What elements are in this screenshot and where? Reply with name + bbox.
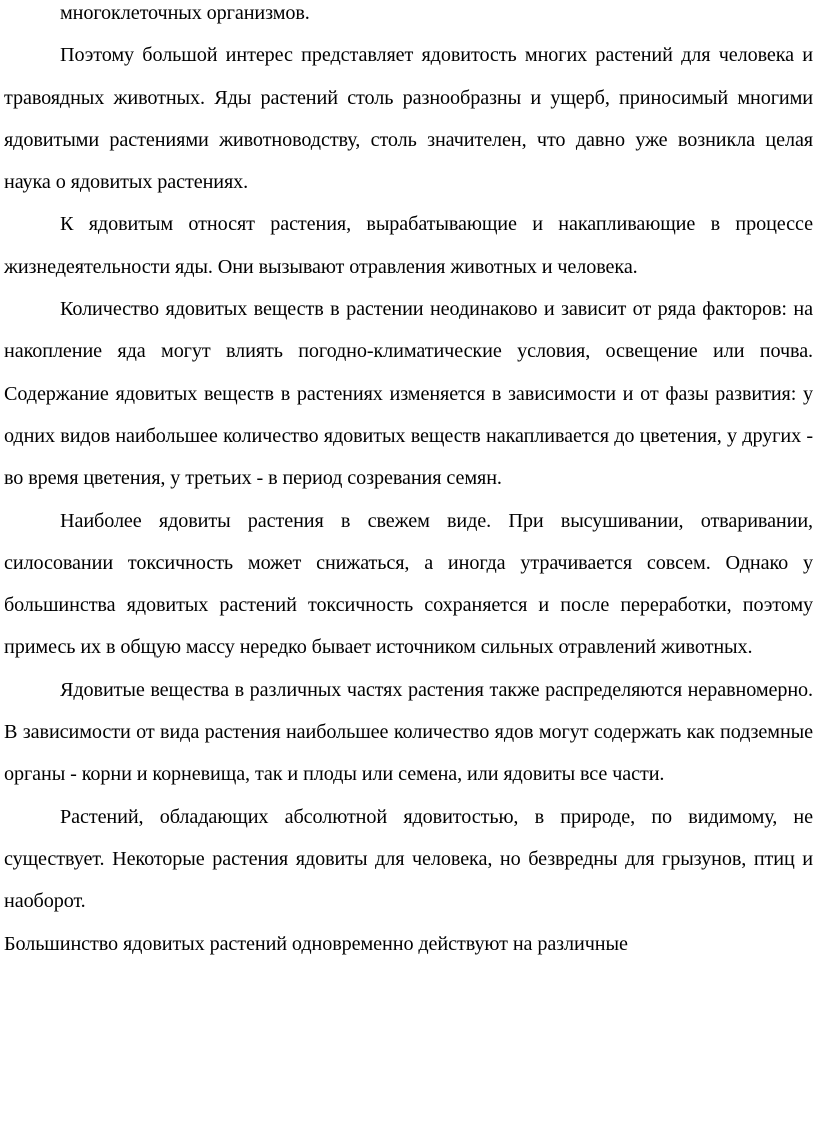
paragraph-continuation: многоклеточных организмов. xyxy=(60,2,310,24)
paragraph-absolute-toxicity: Растений, обладающих абсолютной ядовитостью, в природе, по видимому, не существует. Некоторые растения ядовиты для человека, но безвредны для грызунов, птиц и наоборот. xyxy=(4,805,813,913)
paragraph-poisonous-plants-definition: К ядовитым относят растения, вырабатывающие и накапливающие в процессе жизнедеятельности яды. Они вызывают отравления животных и человека. xyxy=(4,213,813,278)
paragraph-plant-toxicity-interest: Поэтому большой интерес представляет ядовитость многих растений для человека и травоядных животных. Яды растений столь разнообразны и ущерб, приносимый многими ядовитыми растениями животноводству, столь значителен, что давно уже возникла целая наука о ядовитых растениях. xyxy=(4,44,813,194)
paragraph-fresh-plants-toxicity: Наиболее ядовиты растения в свежем виде. При высушивании, отваривании, силосовании токсичность может снижаться, а иногда утрачивается совсем. Однако у большинства ядовитых растений токсичность сохраняется и после переработки, поэтому примесь их в общую массу нередко бывает источником сильных отравлений животных. xyxy=(4,509,813,659)
paragraph-final-fragment: Большинство ядовитых растений одновременно действуют на различные xyxy=(4,932,628,955)
paragraph-poison-quantity-factors: Количество ядовитых веществ в растении неодинаково и зависит от ряда факторов: на накопление яда могут влиять погодно-климатические условия, освещение или почва. Содержание ядовитых веществ в растениях изменяется в зависимости и от фазы развития: у одних видов наибольшее количество ядовитых веществ накапливается до цветения, у других - во время цветения, у третьих - в период созревания семян. xyxy=(4,298,813,490)
paragraph-distribution-in-plant-parts: Ядовитые вещества в различных частях растения также распределяются неравномерно. В зависимости от вида растения наибольшее количество ядов могут содержать как подземные органы - корни и корневища, так и плоды или семена, или ядовиты все части. xyxy=(4,678,813,786)
